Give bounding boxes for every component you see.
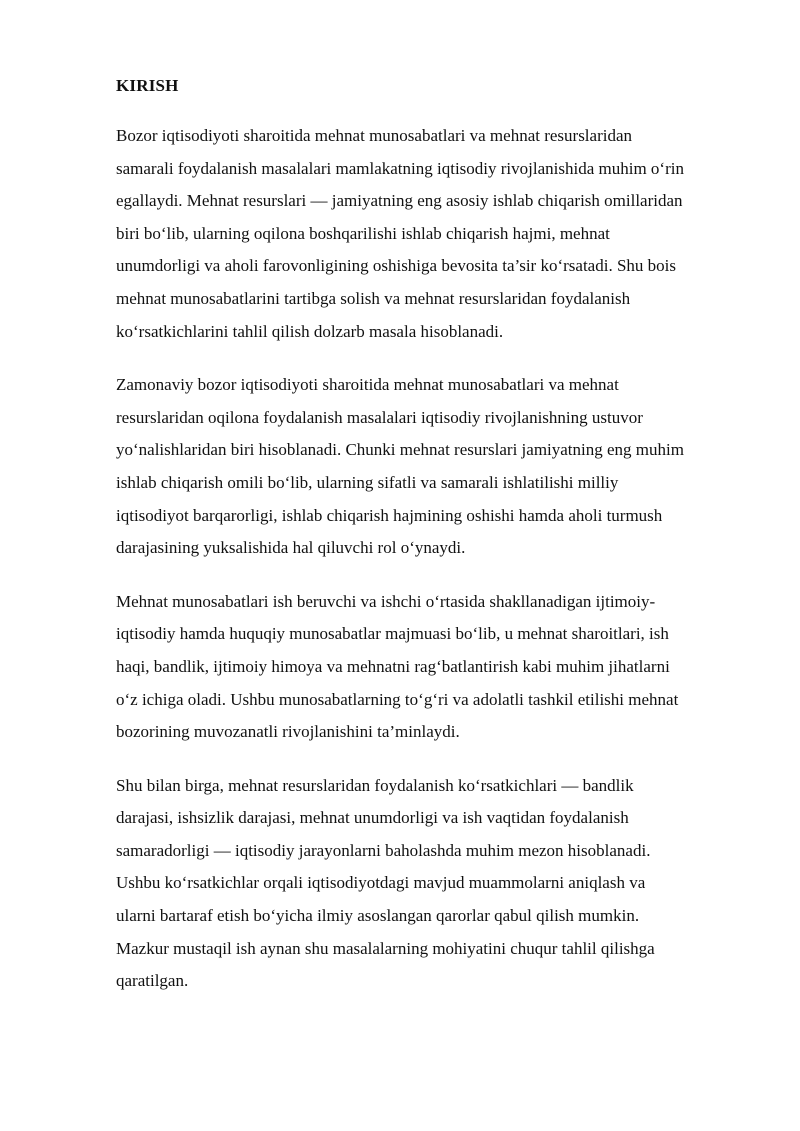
paragraph-1-line-1: Bozor iqtisodiyoti sharoitida mehnat munosabatlari va mehnat resurslaridan: [116, 126, 633, 145]
paragraph-3-line-4: o‘z ichiga oladi. Ushbu munosabatlarning to‘g‘ri va adolatli tashkil etilishi mehnat: [116, 689, 679, 709]
paragraph-2: [116, 369, 748, 565]
paragraph-1-line-3: egallaydi. Mehnat resurslari — jamiyatning eng asosiy ishlab chiqarish omillaridan: [116, 191, 683, 211]
paragraph-3-line-5: bozorining muvozanatli rivojlanishini ta’minlaydi.: [116, 722, 460, 742]
paragraph-1-line-2: samarali foydalanish masalalari mamlakatning iqtisodiy rivojlanishida muhim o‘rin: [116, 158, 684, 178]
paragraph-1-line-6: mehnat munosabatlarini tartibga solish va mehnat resurslaridan foydalanish: [116, 288, 631, 308]
paragraph-2-line-3: yo‘nalishlaridan biri hisoblanadi. Chunki mehnat resurslari jamiyatning eng muhim: [116, 440, 684, 460]
paragraph-3-line-2: iqtisodiy hamda huquqiy munosabatlar majmuasi bo‘lib, u mehnat sharoitlari, ish: [116, 624, 669, 644]
paragraph-2-line-4: ishlab chiqarish omili bo‘lib, ularning sifatli va samarali ishlatilishi milliy: [116, 472, 619, 492]
paragraph-4-line-6: Mazkur mustaqil ish aynan shu masalalarning mohiyatini chuqur tahlil qilishga: [116, 938, 655, 958]
paragraph-2-line-5: iqtisodiyot barqarorligi, ishlab chiqarish hajmining oshishi hamda aholi turmush: [116, 505, 663, 525]
paragraph-4-line-5: ularni bartaraf etish bo‘yicha ilmiy asoslangan qarorlar qabul qilish mumkin.: [116, 906, 640, 926]
paragraph-2-line-1: Zamonaviy bozor iqtisodiyoti sharoitida mehnat munosabatlari va mehnat: [116, 375, 619, 395]
paragraph-1: [116, 120, 748, 348]
paragraph-3: [116, 586, 748, 749]
paragraph-4-line-7: qaratilgan.: [116, 971, 189, 991]
paragraph-1-line-4: biri bo‘lib, ularning oqilona boshqarilishi ishlab chiqarish hajmi, mehnat: [116, 223, 610, 243]
paragraph-4-line-4: Ushbu ko‘rsatkichlar orqali iqtisodiyotdagi mavjud muammolarni aniqlash va: [116, 873, 646, 893]
paragraph-4-line-2: darajasi, ishsizlik darajasi, mehnat unumdorligi va ish vaqtidan foydalanish: [116, 808, 629, 828]
section-heading: KIRISH: [116, 76, 179, 95]
paragraph-3-line-1: Mehnat munosabatlari ish beruvchi va ishchi o‘rtasida shakllanadigan ijtimoiy-: [116, 591, 656, 611]
paragraph-4-line-3: samaradorligi — iqtisodiy jarayonlarni baholashda muhim mezon hisoblanadi.: [116, 840, 651, 860]
paragraph-2-line-2: resurslaridan oqilona foydalanish masalalari iqtisodiy rivojlanishning ustuvor: [116, 407, 643, 427]
paragraph-1-line-7: ko‘rsatkichlarini tahlil qilish dolzarb masala hisoblanadi.: [116, 321, 504, 341]
paragraph-3-line-3: haqi, bandlik, ijtimoiy himoya va mehnatni rag‘batlantirish kabi muhim jihatlarni: [116, 656, 670, 676]
paragraph-2-line-6: darajasining yuksalishida hal qiluvchi rol o‘ynaydi.: [116, 538, 466, 558]
paragraph-4-line-1: Shu bilan birga, mehnat resurslaridan foydalanish ko‘rsatkichlari — bandlik: [116, 775, 634, 795]
paragraph-1-line-5: unumdorligi va aholi farovonligining oshishiga bevosita ta’sir ko‘rsatadi. Shu bois: [116, 256, 676, 276]
document-content: [116, 74, 748, 1019]
paragraph-4: [116, 770, 748, 998]
